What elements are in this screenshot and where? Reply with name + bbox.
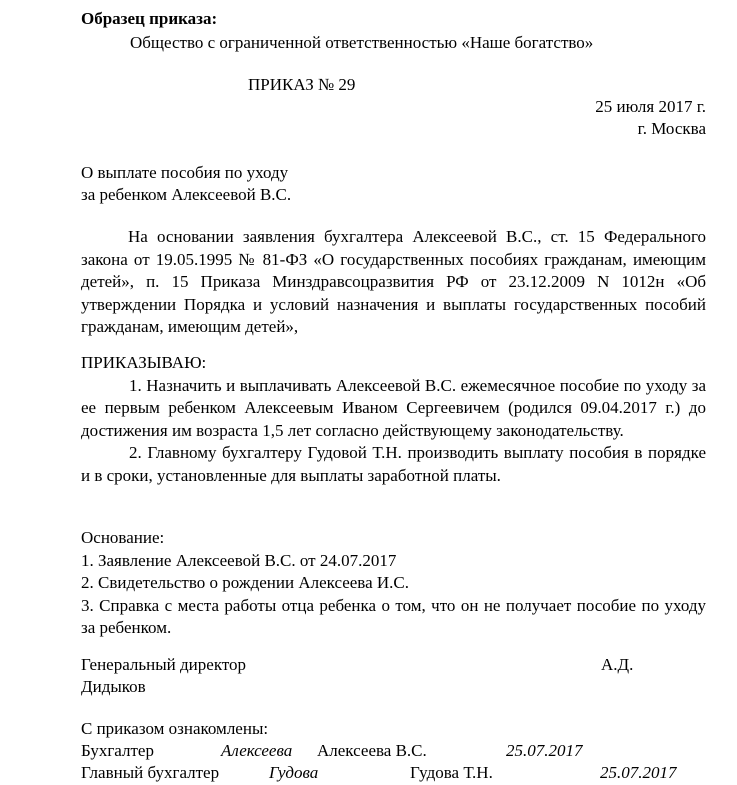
sample-title: Образец приказа: (81, 9, 218, 28)
organization-name: Общество с ограниченной ответственностью «Наше богатство» (130, 33, 594, 52)
director-surname: Дидыков (81, 677, 146, 696)
order-item: 2. Главному бухгалтеру Гудовой Т.Н. производить выплату пособия в порядке и в сроки, установленные для выплаты заработной платы. (81, 443, 706, 485)
subject-line-1: О выплате пособия по уходу (81, 163, 289, 182)
order-date: 25 июля 2017 г. (595, 97, 706, 116)
acquainted-signature: Гудова (269, 763, 319, 782)
acquainted-name: Гудова Т.Н. (410, 763, 493, 782)
acquainted-position: Бухгалтер (81, 741, 154, 760)
basis-heading: Основание: (81, 528, 165, 547)
preamble (81, 226, 706, 339)
acquainted-signature: Алексеева (221, 741, 293, 760)
acquainted-date: 25.07.2017 (506, 741, 583, 760)
order-section (81, 352, 706, 488)
order-heading: ПРИКАЗЫВАЮ: (81, 353, 207, 372)
acquainted-name: Алексеева В.С. (317, 741, 427, 760)
acquainted-heading: С приказом ознакомлены: (81, 719, 269, 738)
basis-section (81, 527, 706, 640)
acquainted-date: 25.07.2017 (600, 763, 677, 782)
preamble-text: На основании заявления бухгалтера Алексеевой В.С., ст. 15 Федерального закона от 19.05.1995 № 81-ФЗ «О государственных пособиях гражданам, имеющим детей», п. 15 Приказа Минздравсоцразвития РФ от 23.12.2009 N 1012н «Об утверждении Порядка и условий назначения и выплаты государственных пособий гражданам, имеющим детей», (81, 227, 706, 337)
acquainted-position: Главный бухгалтер (81, 763, 220, 782)
director-initials: А.Д. (601, 655, 634, 674)
order-city: г. Москва (637, 119, 706, 138)
basis-item: 2. Свидетельство о рождении Алексеева И.С. (81, 573, 410, 593)
order-item: 1. Назначить и выплачивать Алексеевой В.С. ежемесячное пособие по уходу за ее первым ребенком Алексеевым Иваном Сергеевичем (родился 09.04.2017 г.) до достижения им возраста 1,5 лет согласно действующему законодательству. (81, 375, 706, 440)
basis-item: 3. Справка с места работы отца ребенка о том, что он не получает пособие по уходу за ребенком. (81, 595, 706, 638)
subject-line-2: за ребенком Алексеевой В.С. (81, 185, 292, 204)
order-title: ПРИКАЗ № 29 (248, 75, 356, 94)
basis-item: 1. Заявление Алексеевой В.С. от 24.07.2017 (81, 550, 397, 570)
director-position: Генеральный директор (81, 655, 247, 674)
